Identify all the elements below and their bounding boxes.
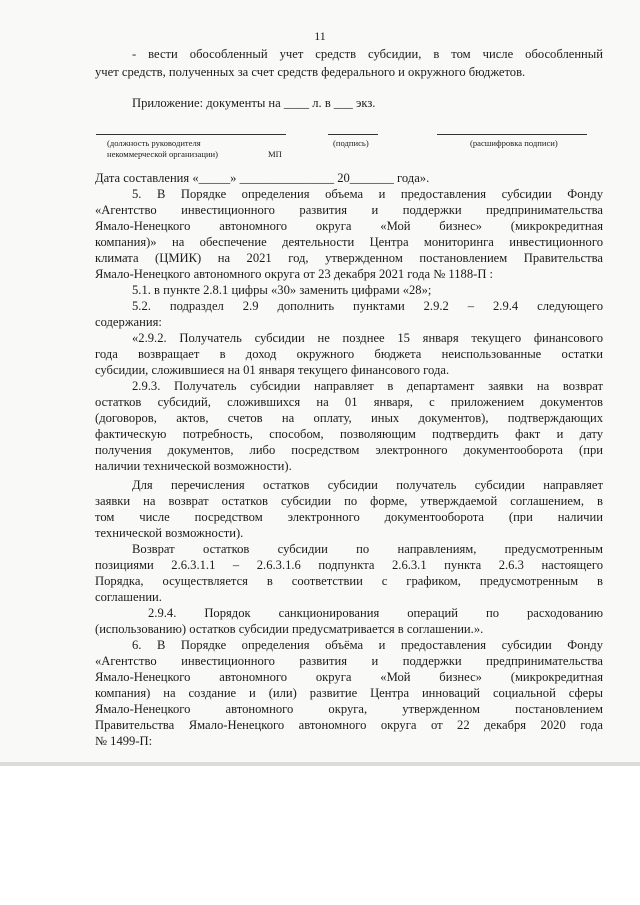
paragraph-line: компания) на создание и (или) развитие Центра инноваций социальной сферы <box>95 686 603 700</box>
paragraph-line: фактическую потребность, способом, позволяющим подтвердить факт и дату <box>95 427 603 441</box>
paragraph-line: заявки на возврат остатков субсидии по форме, утверждаемой соглашением, в <box>95 494 603 508</box>
paragraph-line: 5.1. в пункте 2.8.1 цифры «30» заменить цифрами «28»; <box>132 283 432 297</box>
paragraph-line: соглашении. <box>95 590 162 604</box>
page-number: 11 <box>314 29 326 43</box>
paragraph-line: «Агентство инвестиционного развития и поддержки предпринимательства <box>95 203 603 217</box>
paragraph-line: (договоров, актов, счетов на оплату, иных документов), подтверждающих <box>95 411 603 425</box>
paragraph-line: 6. В Порядке определения объёма и предоставления субсидии Фонду <box>132 638 603 652</box>
paragraph-line: том числе посредством электронного документооборота (при наличии <box>95 510 603 524</box>
stamp-label: МП <box>268 149 282 159</box>
paragraph-line: 2.9.3. Получатель субсидии направляет в департамент заявки на возврат <box>132 379 603 393</box>
attachment-line: Приложение: документы на ____ л. в ___ экз. <box>132 96 376 110</box>
paragraph-line: Ямало-Ненецкого автономного округа «Мой бизнес» (микрокредитная <box>95 670 603 684</box>
paragraph-line: получения документов, либо посредством электронного документооборота (при <box>95 443 603 457</box>
paragraph-line: остатков субсидий, сложившихся на 01 января, с приложением документов <box>95 395 603 409</box>
paragraph-line: Ямало-Ненецкого автономного округа, утвержденном постановлением <box>95 702 603 716</box>
paragraph-line: климата (ЦМИК) на 2021 год, утвержденном постановлением Правительства <box>95 251 603 265</box>
paragraph-line: технической возможности). <box>95 526 244 540</box>
paragraph-line: Для перечисления остатков субсидии получатель субсидии направляет <box>132 478 603 492</box>
paragraph-line: года возвращает в доход окружного бюджета неиспользованные остатки <box>95 347 603 361</box>
paragraph-line: 2.9.4. Порядок санкционирования операций по расходованию <box>148 606 603 620</box>
paragraph-line: Ямало-Ненецкого автономного округа «Мой бизнес» (микрокредитная <box>95 219 603 233</box>
paragraph-line: 5. В Порядке определения объема и предоставления субсидии Фонду <box>132 187 603 201</box>
scan-bottom-edge <box>0 762 640 766</box>
position-caption-2: некоммерческой организации) <box>107 149 219 159</box>
decoding-caption: (расшифровка подписи) <box>470 138 558 148</box>
paragraph-line: содержания: <box>95 315 162 329</box>
paragraph-line: компания)» на обеспечение деятельности Центра мониторинга инвестиционного <box>95 235 603 249</box>
position-signature-line <box>96 134 286 135</box>
paragraph-line: «Агентство инвестиционного развития и поддержки предпринимательства <box>95 654 603 668</box>
paragraph-line: Порядка, осуществляется в соответствии с графиком, предусмотренным в <box>95 574 603 588</box>
decoding-line <box>437 134 587 135</box>
signature-line <box>328 134 378 135</box>
paragraph-line: (использованию) остатков субсидии предусматривается в соглашении.». <box>95 622 484 636</box>
paragraph-line: субсидии, сложившиеся на 01 января текущего финансового года. <box>95 363 450 377</box>
date-line: Дата составления «_____» _______________ 20_______ года». <box>95 171 430 185</box>
position-caption: (должность руководителя <box>107 138 201 148</box>
paragraph-line: Правительства Ямало-Ненецкого автономного округа от 22 декабря 2020 года <box>95 718 603 732</box>
paragraph-line: Ямало-Ненецкого автономного округа от 23 декабря 2021 года № 1188-П : <box>95 267 494 281</box>
paragraph-line: «2.9.2. Получатель субсидии не позднее 15 января текущего финансового <box>132 331 603 345</box>
signature-caption: (подпись) <box>333 138 369 148</box>
paragraph-line: учет средств, полученных за счет средств федерального и окружного бюджетов. <box>95 65 526 79</box>
paragraph-line: позициями 2.6.3.1.1 – 2.6.3.1.6 подпункта 2.6.3.1 пункта 2.6.3 настоящего <box>95 558 603 572</box>
paragraph-line: 5.2. подраздел 2.9 дополнить пунктами 2.9.2 – 2.9.4 следующего <box>132 299 603 313</box>
paragraph-line: наличии технической возможности). <box>95 459 292 473</box>
paragraph-line: - вести обособленный учет средств субсидии, в том числе обособленный <box>132 47 603 61</box>
paragraph-line: № 1499-П: <box>95 734 153 748</box>
paragraph-line: Возврат остатков субсидии по направлениям, предусмотренным <box>132 542 603 556</box>
